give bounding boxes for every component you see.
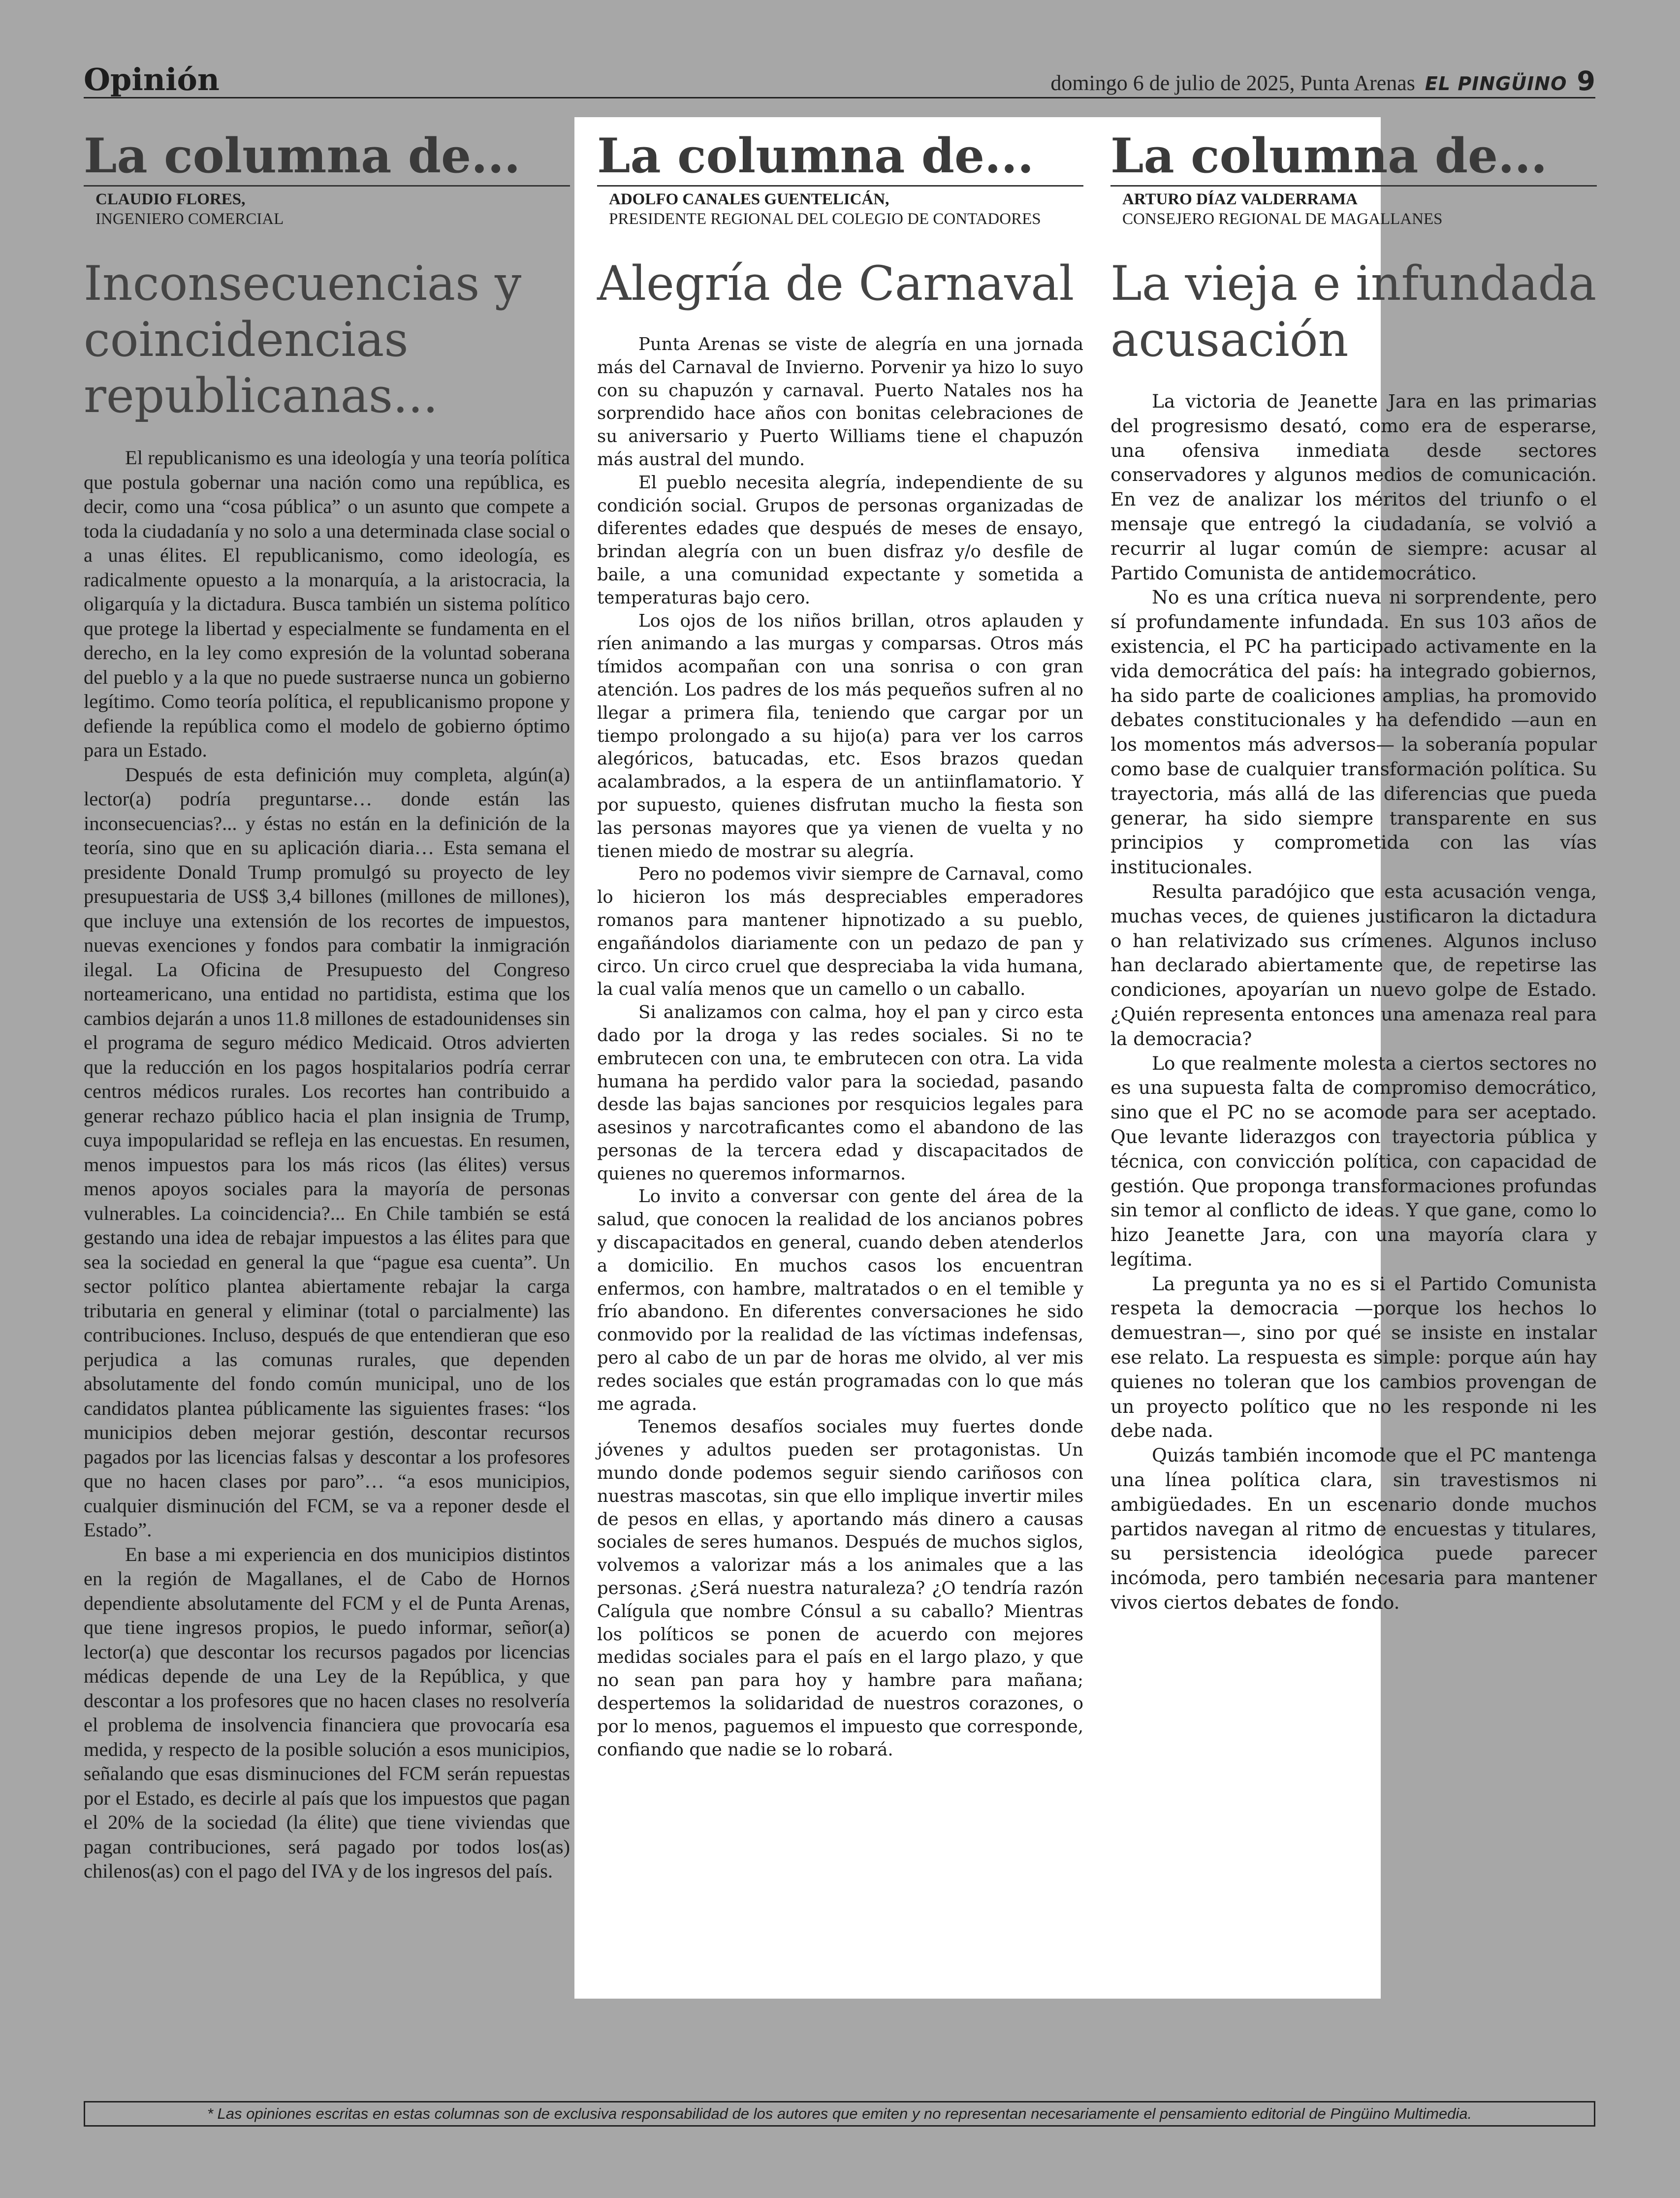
column-kicker: La columna de...: [597, 129, 1083, 187]
article-body: [84, 446, 570, 1883]
author-role: PRESIDENTE REGIONAL DEL COLEGIO DE CONTADORES: [609, 210, 1041, 228]
paragraph: El pueblo necesita alegría, independiente de su condición social. Grupos de personas organizadas de diferentes edades que después de meses de ensayo, brindan alegría con un buen disfraz y/o desfile de baile, a una comunidad expectante y sometida a temperaturas bajo cero.: [597, 472, 1083, 608]
article-body: [597, 333, 1083, 1761]
paragraph: Tenemos desafíos sociales muy fuertes donde jóvenes y adultos pueden ser protagonistas. Un mundo donde podemos seguir siendo cariñosos con nuestras mascotas, sin que ello implique invertir miles de pesos en ellas, y aportando más dinero a causas sociales de seres humanos. Después de muchos siglos, volvemos a valorizar más a los animales que a las personas. ¿Será nuestra naturaleza? ¿O tendría razón Calígula que nombre Cónsul a su caballo? Mientras los políticos se ponen de acuerdo con mejores medidas sociales para el país en el largo plazo, y que no sean pan para hoy y hambre para mañana; despertemos la solidaridad de nuestros corazones, o por lo menos, paguemos el impuesto que corresponde, confiando que nadie se lo robará.: [597, 1417, 1083, 1760]
author-role: INGENIERO COMERCIAL: [95, 210, 284, 228]
paragraph: Lo que realmente molesta a ciertos sectores no es una supuesta falta de compromiso democrático, sino que el PC no se acomode para ser aceptado. Que levante liderazgos con trayectoria pública y técnica, con convicción política, con capacidad de gestión. Que proponga transformaciones profundas sin temor al conflicto de ideas. Y que gane, como lo hizo Jeanette Jara, con una mayoría clara y legítima.: [1110, 1052, 1597, 1270]
author-block: [1110, 190, 1597, 229]
paragraph: No es una crítica nueva ni sorprendente, pero sí profundamente infundada. En sus 103 años de existencia, el PC ha participado activamente en la vida democrática del país: ha integrado gobiernos, ha sido parte de coaliciones amplias, ha promovido debates constitucionales y ha defendido —aun en los momentos más adversos— la soberanía popular como base de cualquier transformación política. Su trayectoria, más allá de las diferencias que pueda generar, ha sido siempre transparente en sus principios y comprometida con las vías institucionales.: [1110, 586, 1597, 878]
page-number: 9: [1577, 65, 1595, 96]
paragraph: El republicanismo es una ideología y una teoría política que postula gobernar una nación como una república, es decir, como una “cosa pública” o un asunto que compete a toda la ciudadanía y no solo a una determinada clase social o a unas élites. El republicanismo, como ideología, es radicalmente opuesto a la monarquía, a la aristocracia, la oligarquía y la dictadura. Busca también un sistema político que protege la libertad y especialmente se fundamenta en el derecho, en la ley como expresión de la voluntad soberana del pueblo y a la que no puede sustraerse nunca un gobierno legítimo. Como teoría política, el republicanismo propone y defiende la república como el modelo de gobierno óptimo para un Estado.: [84, 446, 570, 761]
author-role: CONSEJERO REGIONAL DE MAGALLANES: [1122, 210, 1443, 228]
paragraph: Después de esta definición muy completa, algún(a) lector(a) podría preguntarse… donde están las inconsecuencias?... y éstas no están en la definición de la teoría, sino que en su aplicación diaria… Esta semana el presidente Donald Trump promulgó su proyecto de ley presupuestaria de US$ 3,4 billones (millones de millones), que incluye una extensión de los recortes de impuestos, nuevas exenciones y fondos para combatir la inmigración ilegal. La Oficina de Presupuesto del Congreso norteamericano, una entidad no partidista, estima que los cambios dejarán a unos 11.8 millones de estadounidenses sin el programa de seguro médico Medicaid. Otros advierten que la reducción en los pagos hospitalarios podría cerrar centros médicos rurales. Los recortes han contribuido a generar rechazo público hacia el plan insignia de Trump, cuya impopularidad se refleja en las encuestas. En resumen, menos impuestos para los más ricos (las élites) versus menos apoyos sociales para la mayoría de personas vulnerables. La coincidencia?... En Chile también se está gestando una idea de rebajar impuestos a las élites para que sea la sociedad en general la que “pague esa cuenta”. Un sector político plantea abiertamente rebajar la carga tributaria en general y eliminar (total o parcialmente) las contribuciones. Incluso, después de que entendieran que eso perjudica a las comunas rurales, que dependen absolutamente del fondo común municipal, uno de los candidatos plantea públicamente las siguientes frases: “los municipios deben mejorar gestión, descontar recursos pagados por las licencias falsas y descontar a los profesores que no hacen clases por paro”… “a esos municipios, cualquier disminución del FCM, se va a reponer desde el Estado”.: [84, 763, 570, 1541]
issue-date: domingo 6 de julio de 2025, Punta Arenas: [1050, 71, 1415, 95]
author-block: [597, 190, 1083, 229]
paragraph: Resulta paradójico que esta acusación venga, muchas veces, de quienes justificaron la dictadura o han relativizado sus crímenes. Algunos incluso han declarado abiertamente que, de repetirse las condiciones, apoyarían un nuevo golpe de Estado. ¿Quién representa entonces una amenaza real para la democracia?: [1110, 880, 1597, 1050]
newspaper-logo: EL PINGÜINO: [1425, 73, 1567, 95]
article-headline: La vieja e infundada acusación: [1110, 256, 1597, 367]
author-block: [84, 190, 570, 229]
author-name: CLAUDIO FLORES,: [95, 191, 246, 208]
paragraph: La pregunta ya no es si el Partido Comunista respeta la democracia —porque los hechos lo demuestran—, sino por qué se insiste en instalar ese relato. La respuesta es simple: porque aún hay quienes no toleran que los cambios provengan de un proyecto político que no les responde ni les debe nada.: [1110, 1273, 1597, 1442]
opinion-column-1: [84, 129, 570, 1883]
paragraph: En base a mi experiencia en dos municipios distintos en la región de Magallanes, el de Cabo de Hornos dependiente absolutamente del FCM y el de Punta Arenas, que tiene ingresos propios, le puedo informar, señor(a) lector(a) que descontar los recursos pagados por licencias médicas depende de una Ley de la República, y que descontar a los profesores que no hacen clases no resolvería el problema de insolvencia financiera que provocaría esa medida, y respecto de la posible solución a esos municipios, señalando que esas disminuciones del FCM serán repuestas por el Estado, es decirle al país que los impuestos que pagan el 20% de la sociedad (la élite) que tiene viviendas que pagan contribuciones, será pagado por todos los(as) chilenos(as) con el pago del IVA y de los ingresos del país.: [84, 1543, 570, 1882]
author-name: ARTURO DÍAZ VALDERRAMA: [1122, 191, 1358, 208]
paragraph: Punta Arenas se viste de alegría en una jornada más del Carnaval de Invierno. Porvenir ya hizo lo suyo con su chapuzón y carnaval. Puerto Natales nos ha sorprendido hace años con bonitas celebraciones de su aniversario y Puerto Williams tiene el chapuzón más austral del mundo.: [597, 334, 1083, 470]
author-name: ADOLFO CANALES GUENTELICÁN,: [609, 191, 889, 208]
article-headline: Alegría de Carnaval: [597, 256, 1075, 311]
opinion-column-2: [597, 129, 1083, 1761]
column-kicker: La columna de...: [1110, 129, 1597, 187]
article-body: [1110, 389, 1597, 1615]
disclaimer-text: * Las opiniones escritas en estas columnas son de exclusiva responsabilidad de los autores que emiten y no representan necesariamente el pensamiento editorial de Pingüino Multimedia.: [207, 2105, 1472, 2122]
paragraph: Quizás también incomode que el PC mantenga una línea política clara, sin travestismos ni ambigüedades. En un escenario donde muchos partidos navegan al ritmo de encuestas y titulares, su persistencia ideológica puede parecer incómoda, pero también necesaria para mantener vivos ciertos debates de fondo.: [1110, 1444, 1597, 1614]
paragraph: Si analizamos con calma, hoy el pan y circo esta dado por la droga y las redes sociales. Si no te embrutecen con una, te embrutecen con otra. La vida humana ha perdido valor para la sociedad, pasando desde las bajas sanciones por resquicios legales para asesinos y narcotraficantes como el abandono de las personas de la tercera edad y discapacitados de quienes no queremos informarnos.: [597, 1002, 1083, 1184]
opinion-column-3: [1110, 129, 1597, 1615]
article-headline: Inconsecuencias y coincidencias republicanas...: [84, 256, 522, 423]
header-meta: [1050, 65, 1595, 96]
page-header: [84, 62, 1595, 98]
paragraph: Lo invito a conversar con gente del área de la salud, que conocen la realidad de los ancianos pobres y discapacitados en general, cuando deben atenderlos a domicilio. En muchos casos los encuentran enfermos, con hambre, maltratados o en el temible y frío abandono. En diferentes conversaciones he sido conmovido por la realidad de las víctimas indefensas, pero al cabo de un par de horas me olvido, al ver mis redes sociales que están programadas con lo que más me agrada.: [597, 1186, 1083, 1414]
disclaimer-box: [84, 2101, 1595, 2127]
column-kicker: La columna de...: [84, 129, 570, 187]
paragraph: Pero no podemos vivir siempre de Carnaval, como lo hicieron los más despreciables emperadores romanos para mantener hipnotizado a su pueblo, engañándolos diariamente con un pedazo de pan y circo. Un circo cruel que despreciaba la vida humana, la cual valía menos que un camello o un caballo.: [597, 864, 1083, 1000]
paragraph: Los ojos de los niños brillan, otros aplauden y ríen animando a las murgas y comparsas. Otros más tímidos acompañan con una sonrisa o con gran atención. Los padres de los más pequeños sufren al no llegar a primera fila, teniendo que cargar por un tiempo prolongado a su hijo(a) para ver los carros alegóricos, batucadas, etc. Esos brazos quedan acalambrados, a la espera de un antiinflamatorio. Y por supuesto, quienes disfrutan mucho la fiesta son las personas mayores que ya vienen de vuelta y no tienen miedo de mostrar su alegría.: [597, 610, 1083, 861]
paragraph: La victoria de Jeanette Jara en las primarias del progresismo desató, como era de esperarse, una ofensiva inmediata desde sectores conservadores y algunos medios de comunicación. En vez de analizar los méritos del triunfo o el mensaje que entregó la ciudadanía, se volvió a recurrir al lugar común de siempre: acusar al Partido Comunista de antidemocrático.: [1110, 390, 1597, 584]
section-title: Opinión: [84, 62, 220, 97]
